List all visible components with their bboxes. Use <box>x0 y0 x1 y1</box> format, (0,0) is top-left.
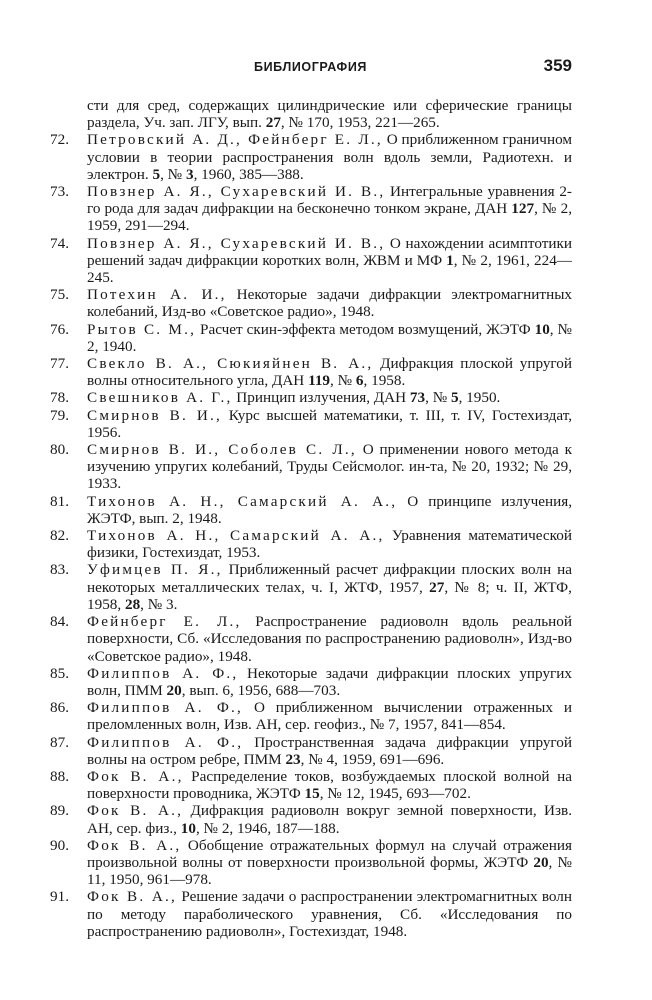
bibliography-entry <box>50 734 572 768</box>
entry-text: О принципе излучения, ЖЭТФ, вып. 2, 1948. <box>87 492 572 527</box>
entry-author: Тихонов А. Н., Самарский А. А., <box>87 492 398 510</box>
entry-author: Фейнберг Е. Л., <box>87 613 242 631</box>
entry-number: 82. <box>50 527 69 545</box>
entry-author: Фок В. А., <box>87 836 182 854</box>
entry-number: 81. <box>50 492 69 510</box>
entry-number: 85. <box>50 664 69 682</box>
bibliography-entry <box>50 183 572 235</box>
entry-author: Фок В. А., <box>87 767 184 785</box>
entry-text: Некоторые задачи дифракции электромагнитных колебаний, Изд-во «Советское радио», 1948. <box>87 286 572 321</box>
bibliography-entry <box>50 802 572 836</box>
entry-text: Пространственная задача дифракции упругой волны на остром ребре, ПММ 23, № 4, 1959, 691—696. <box>87 733 573 768</box>
entry-author: Смирнов В. И., <box>87 406 223 424</box>
entry-author: Фок В. А., <box>87 888 178 906</box>
entry-author: Тихонов А. Н., Самарский А. А., <box>87 527 385 545</box>
bibliography-entry <box>50 561 572 613</box>
entry-text: О приближенном граничном условии в теории распространения волн вдоль земли, Радиотехн. и электрон. 5, № 3, 1960, 385—388. <box>87 131 572 183</box>
bibliography-entry <box>50 665 572 699</box>
entry-author: Потехин А. И., <box>87 286 227 304</box>
entry-number: 79. <box>50 406 69 424</box>
entry-author: Повзнер А. Я., Сухаревский И. В., <box>87 183 386 201</box>
bibliography-entry <box>50 321 572 355</box>
bibliography-entry <box>50 837 572 889</box>
entry-number: 86. <box>50 699 69 717</box>
entry-author: Повзнер А. Я., Сухаревский И. В., <box>87 234 386 252</box>
entry-author: Свешников А. Г., <box>87 389 233 407</box>
bibliography-entry <box>50 407 572 441</box>
entry-text: Некоторые задачи дифракции плоских упругих волн, ПММ 20, вып. 6, 1956, 688—703. <box>87 664 572 699</box>
entry-text: Принцип излучения, ДАН 73, № 5, 1950. <box>232 389 501 407</box>
entry-number: 88. <box>50 767 69 785</box>
entry-text: Интегральные уравнения 2-го рода для задач дифракции на бесконечно тонком экране, ДАН 127, № 2, 1959, 291—294. <box>87 183 572 235</box>
entry-text: сти для сред, содержащих цилиндрические или сферические границы раздела, Уч. зап. ЛГУ, вып. 27, № 170, 1953, 221—265. <box>87 97 572 132</box>
bibliography-entry <box>50 888 572 940</box>
entry-number: 90. <box>50 836 69 854</box>
bibliography-entry <box>50 527 572 561</box>
entry-text: О приближенном вычислении отраженных и преломленных волн, Изв. АН, сер. геофиз., № 7, 1957, 841—854. <box>87 699 572 734</box>
entry-author: Филиппов А. Ф., <box>87 733 244 751</box>
bibliography-entry-continuation <box>50 97 572 131</box>
entry-text: Дифракция плоской упругой волны относительного угла, ДАН 119, № 6, 1958. <box>87 355 573 390</box>
bibliography-entry <box>50 389 572 406</box>
entry-author: Уфимцев П. Я., <box>87 561 223 579</box>
bibliography-entry <box>50 235 572 287</box>
entry-number: 87. <box>50 733 69 751</box>
entry-text: О нахождении асимптотики решений задач дифракции коротких волн, ЖВМ и МФ 1, № 2, 1961, 224—245. <box>87 234 572 287</box>
entry-author: Филиппов А. Ф., <box>87 664 239 682</box>
bibliography-entry <box>50 493 572 527</box>
bibliography-entry <box>50 699 572 733</box>
entry-number: 91. <box>50 888 69 906</box>
bibliography-entry <box>50 286 572 320</box>
bibliography-entry <box>50 613 572 665</box>
entry-author: Смирнов В. И., Соболев С. Л., <box>87 441 357 459</box>
entry-number: 80. <box>50 441 69 459</box>
entry-text: Распространение радиоволн вдоль реальной поверхности, Сб. «Исследования по распространению радиоволн», Изд-во «Советское радио», 1948. <box>87 613 572 665</box>
entry-number: 72. <box>50 131 69 149</box>
entry-text: О применении нового метода к изучению упругих колебаний, Труды Сейсмолог. ин-та, № 20, 1932; № 29, 1933. <box>87 441 572 493</box>
entry-text: Дифракция радиоволн вокруг земной поверхности, Изв. АН, сер. физ., 10, № 2, 1946, 187—188. <box>87 802 572 837</box>
bibliography-list <box>50 97 572 940</box>
entry-text: Решение задачи о распространении электромагнитных волн по методу параболического уравнения, Сб. «Исследования по распространению радиоволн», Гостехиздат, 1948. <box>87 888 572 940</box>
entry-number: 74. <box>50 234 69 252</box>
entry-number: 73. <box>50 183 69 201</box>
bibliography-entry <box>50 131 572 183</box>
entry-author: Филиппов А. Ф., <box>87 699 244 717</box>
entry-text: Обобщение отражательных формул на случай отражения произвольной волны от поверхности произвольной формы, ЖЭТФ 20, № 11, 1950, 961—978. <box>87 836 572 889</box>
entry-number: 83. <box>50 561 69 579</box>
bibliography-entry <box>50 355 572 389</box>
entry-text: Курс высшей математики, т. III, т. IV, Гостехиздат, 1956. <box>87 406 572 441</box>
entry-number: 84. <box>50 613 69 631</box>
entry-text: Приближенный расчет дифракции плоских волн на некоторых металлических телах, ч. I, ЖТФ, 1957, 27, № 8; ч. II, ЖТФ, 1958, 28, № 3. <box>87 561 572 613</box>
entry-text: Распределение токов, возбуждаемых плоской волной на поверхности проводника, ЖЭТФ 15, № 12, 1945, 693—702. <box>87 767 572 803</box>
entry-text: Расчет скин-эффекта методом возмущений, ЖЭТФ 10, № 2, 1940. <box>87 320 572 355</box>
entry-author: Свекло В. А., Сюкияйнен В. А., <box>87 355 374 373</box>
entry-text: Уравнения математической физики, Гостехиздат, 1953. <box>87 527 572 562</box>
bibliography-entry <box>50 768 572 802</box>
bibliography-entry <box>50 441 572 493</box>
entry-author: Фок В. А., <box>87 802 184 820</box>
entry-number: 76. <box>50 320 69 338</box>
running-head-title: БИБЛИОГРАФИЯ <box>254 60 367 74</box>
entry-number: 77. <box>50 355 69 373</box>
running-head <box>0 56 652 80</box>
entry-number: 75. <box>50 286 69 304</box>
entry-number: 78. <box>50 389 69 407</box>
entry-number: 89. <box>50 802 69 820</box>
entry-author: Рытов С. М., <box>87 320 197 338</box>
entry-author: Петровский А. Д., Фейнберг Е. Л., <box>87 131 383 149</box>
page-number: 359 <box>543 56 572 75</box>
